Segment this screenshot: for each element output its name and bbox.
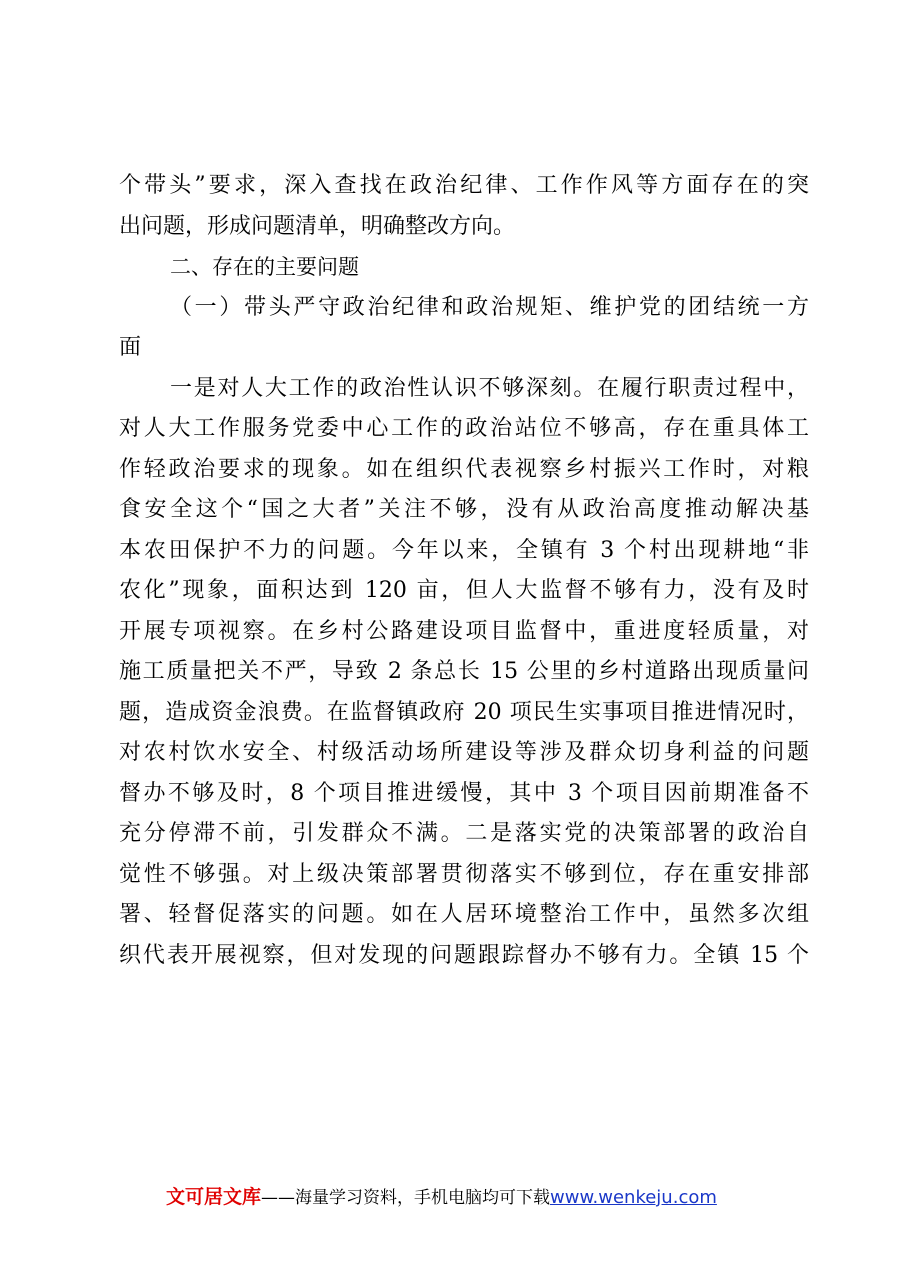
document-body <box>119 166 809 976</box>
paragraph-line: 署、轻督促落实的问题。如在人居环境整治工作中，虽然多次组 <box>119 902 809 927</box>
paragraph-line: 充分停滞不前，引发群众不满。二是落实党的决策部署的政治自 <box>119 821 809 846</box>
paragraph-line: 一是对人大工作的政治性认识不够深刻。在履行职责过程中， <box>170 375 809 401</box>
paragraph-line: 个带头”要求，深入查找在政治纪律、工作作风等方面存在的突 <box>119 173 809 198</box>
subsection-heading: （一）带头严守政治纪律和政治规矩、维护党的团结统一方 <box>170 294 809 320</box>
paragraph-line: 开展专项视察。在乡村公路建设项目监督中，重进度轻质量，对 <box>119 618 809 644</box>
section-heading: 二、存在的主要问题 <box>170 255 359 279</box>
paragraph-line: 本农田保护不力的问题。今年以来，全镇有 3 个村出现耕地“非 <box>119 537 809 563</box>
footer-banner <box>166 1182 786 1212</box>
paragraph-line: 农化”现象，面积达到 120 亩，但人大监督不够有力，没有及时 <box>119 578 809 603</box>
subsection-heading-continued: 面 <box>119 335 142 360</box>
paragraph-line: 施工质量把关不严，导致 2 条总长 15 公里的乡村道路出现质量问 <box>119 659 809 684</box>
footer-tagline: ——海量学习资料，手机电脑均可下载 <box>261 1188 551 1208</box>
paragraph-line: 作轻政治要求的现象。如在组织代表视察乡村振兴工作时，对粮 <box>119 456 809 482</box>
paragraph-line: 对人大工作服务党委中心工作的政治站位不够高，存在重具体工 <box>119 416 809 441</box>
paragraph-line: 对农村饮水安全、村级活动场所建设等涉及群众切身利益的问题 <box>119 740 809 765</box>
footer-brand: 文可居文库 <box>166 1186 262 1208</box>
paragraph-line: 觉性不够强。对上级决策部署贯彻落实不够到位，存在重安排部 <box>119 861 809 887</box>
paragraph-line: 织代表开展视察，但对发现的问题跟踪督办不够有力。全镇 15 个 <box>119 942 809 968</box>
paragraph-line: 题，造成资金浪费。在监督镇政府 20 项民生实事项目推进情况时， <box>119 699 809 725</box>
paragraph-line: 出问题，形成问题清单，明确整改方向。 <box>119 213 516 239</box>
paragraph-line: 食安全这个“国之大者”关注不够，没有从政治高度推动解决基 <box>119 497 809 522</box>
footer-website-link[interactable]: www.wenkeju.com <box>550 1187 717 1208</box>
paragraph-line: 督办不够及时，8 个项目推进缓慢，其中 3 个项目因前期准备不 <box>119 780 809 806</box>
